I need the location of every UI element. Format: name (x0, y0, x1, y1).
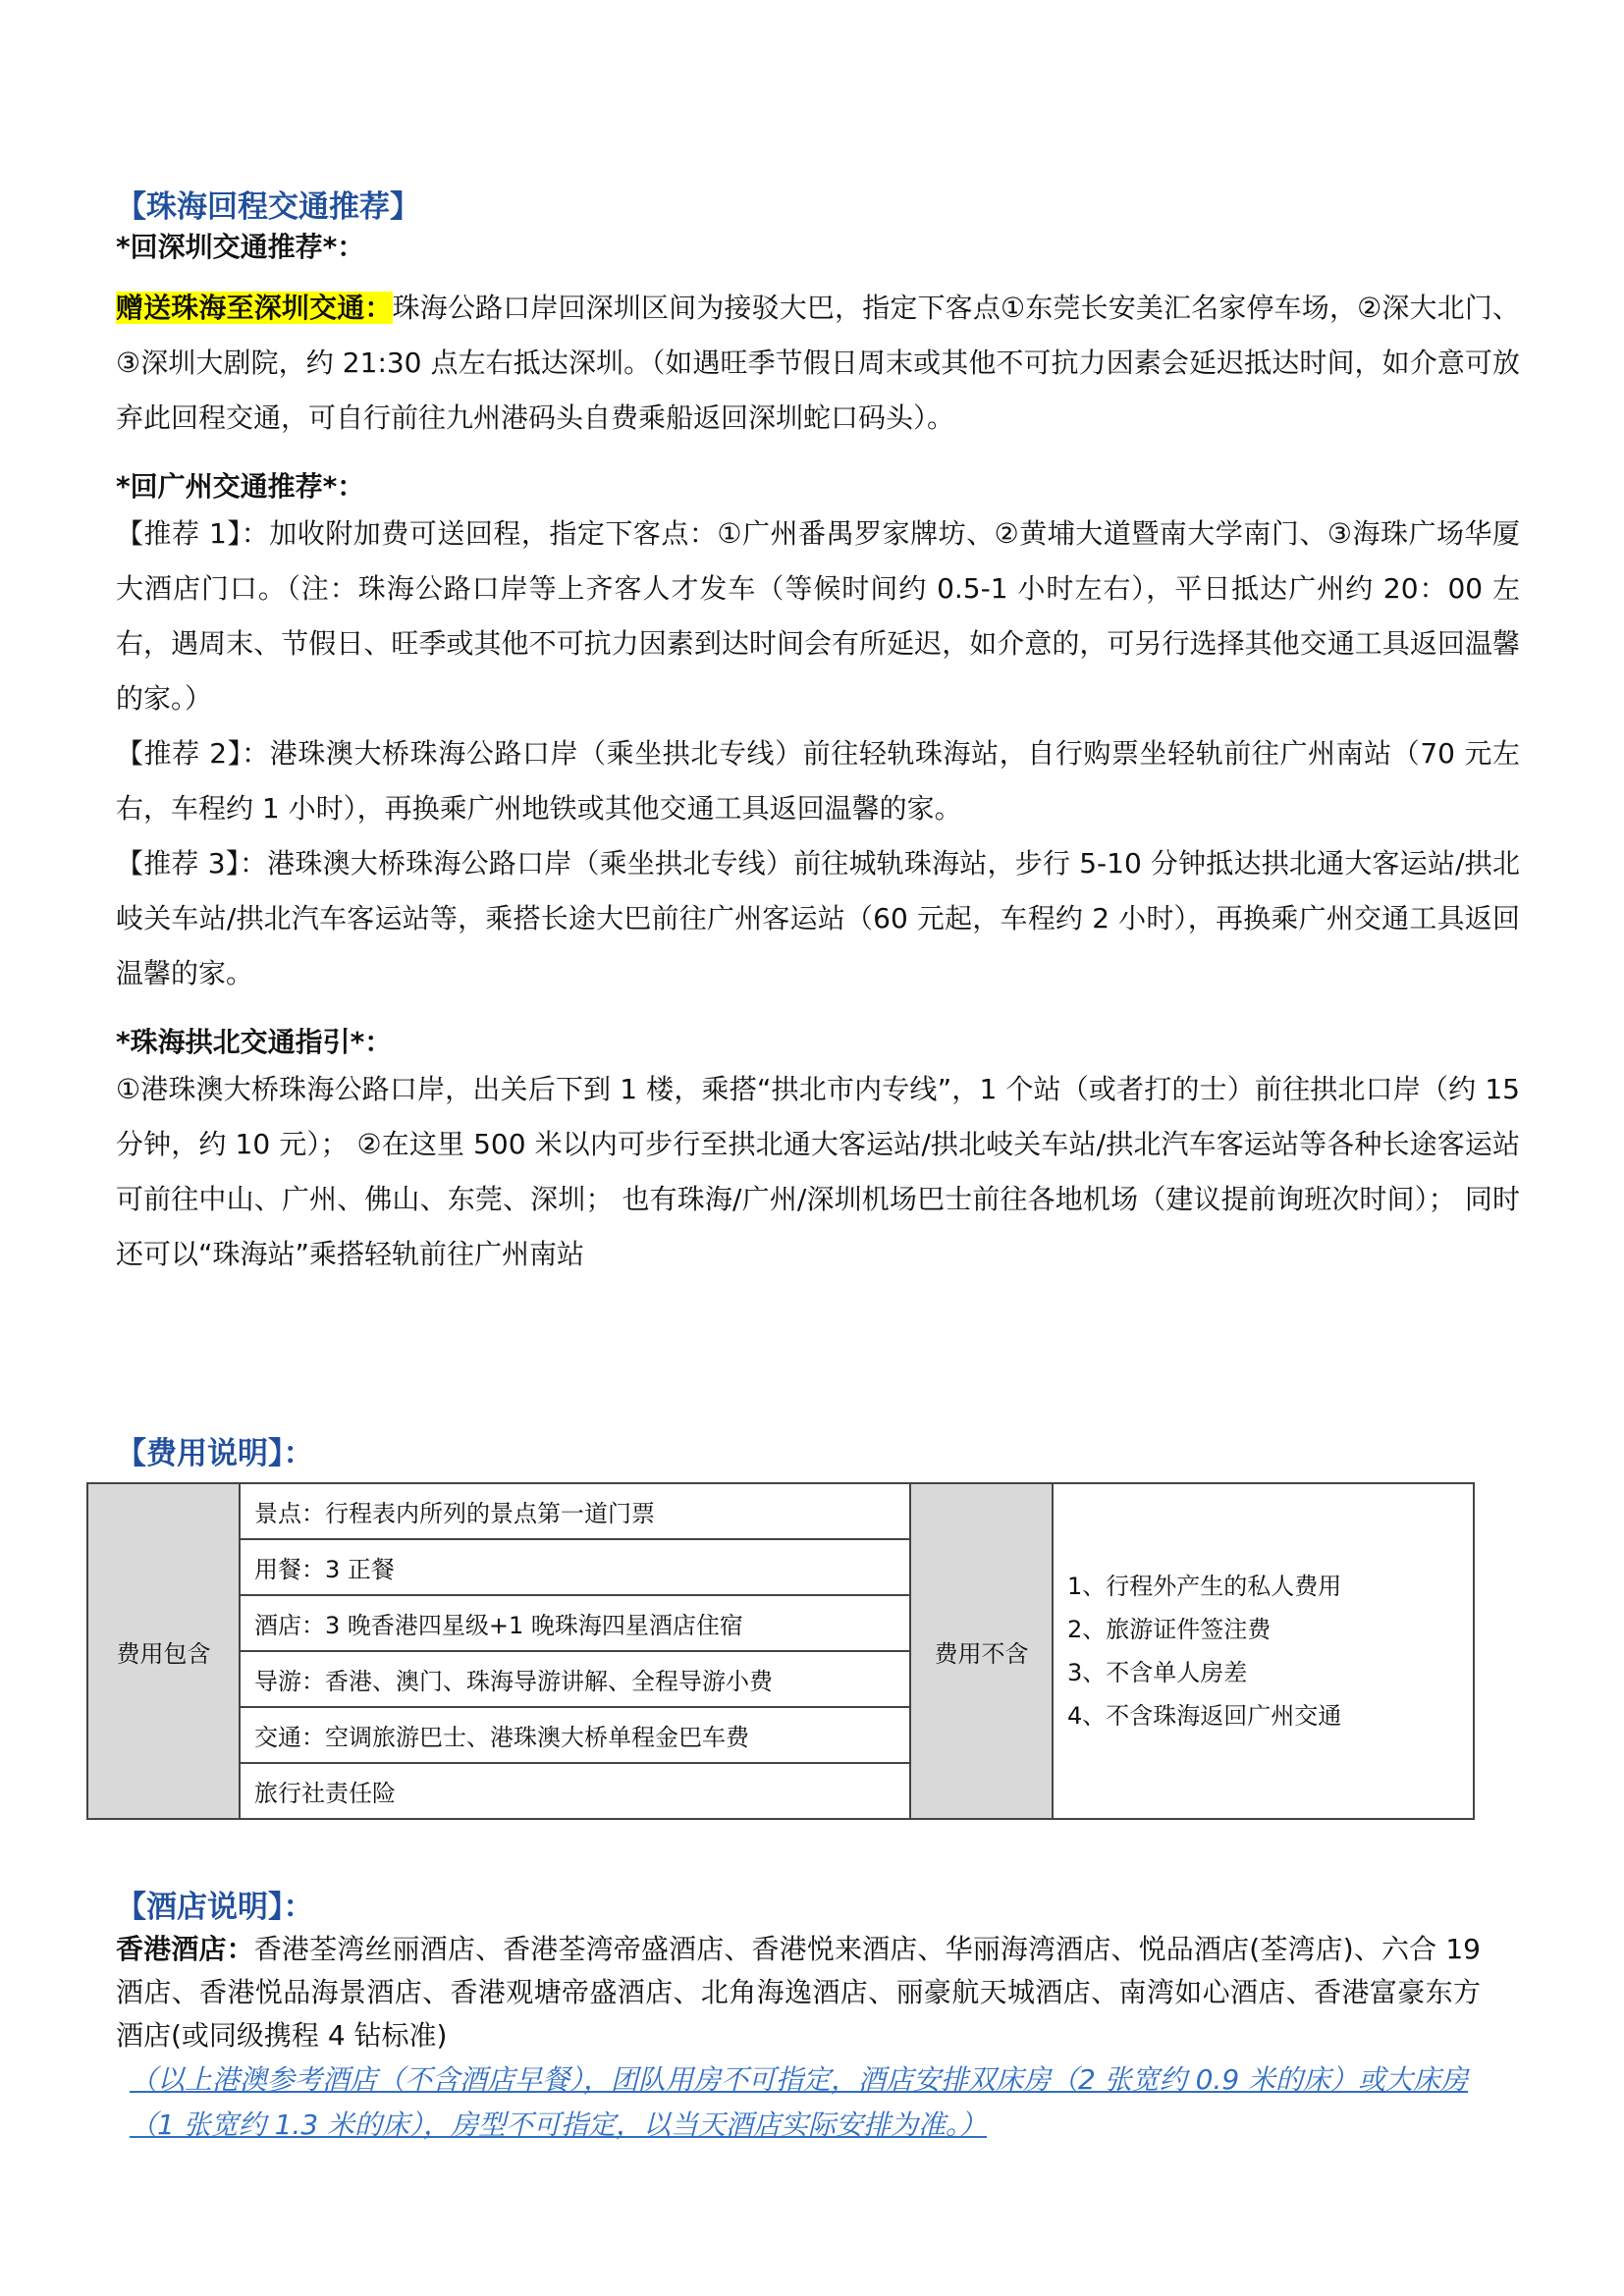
return-transport-title: 【珠海回程交通推荐】 (116, 189, 420, 225)
hotel-title: 【酒店说明】： (116, 1890, 314, 1925)
gongbei-paragraph: ①港珠澳大桥珠海公路口岸，出关后下到 1 楼，乘搭“拱北市内专线”，1 个站（或者打的士）前往拱北口岸（约 15 分钟，约 10 元）； ②在这里 500 米以内可步行至拱北通大客运站/拱北岐关车站/拱北汽车客运站等各种长途客运站可前往中山、广州、佛山、东莞、深圳； 也有珠海/广州/深圳机场巴士前往各地机场（建议提前询班次时间）； 同时还可以“珠海站”乘搭轻轨前往广州南站 (116, 1073, 1520, 1270)
shenzhen-paragraph (116, 281, 1520, 446)
fees-included-item: 酒店：3 晚香港四星级+1 晚珠海四星酒店住宿 (240, 1595, 910, 1651)
fees-excluded-item: 2、旅游证件签注费 (1067, 1616, 1272, 1643)
hotel-note: （以上港澳参考酒店（不含酒店早餐），团队用房不可指定，酒店安排双床房（2 张宽约 0.9 米的床）或大床房（1 张宽约 1.3 米的床），房型不可指定，以当天酒店实际安排为准。） (130, 2063, 1469, 2141)
gongbei-section-title: *珠海拱北交通指引*： (116, 1026, 393, 1058)
hotel-hk-text: 香港荃湾丝丽酒店、香港荃湾帝盛酒店、香港悦来酒店、华丽海湾酒店、悦品酒店(荃湾店)、六合 19 酒店、香港悦品海景酒店、香港观塘帝盛酒店、北角海逸酒店、丽豪航天城酒店、南湾如心酒店、香港富豪东方酒店(或同级携程 4 钻标准) (116, 1933, 1481, 2052)
guangzhou-recommend-1: 【推荐 1】：加收附加费可送回程，指定下客点：①广州番禺罗家牌坊、②黄埔大道暨南大学南门、③海珠广场华厦大酒店门口。（注：珠海公路口岸等上齐客人才发车（等候时间约 0.5-1 小时左右），平日抵达广州约 20：00 左右，遇周末、节假日、旺季或其他不可抗力因素到达时间会有所延迟，如介意的，可另行选择其他交通工具返回温馨的家。） (116, 517, 1520, 715)
fees-excluded-item: 3、不含单人房差 (1067, 1659, 1248, 1686)
guangzhou-recommend-2: 【推荐 2】：港珠澳大桥珠海公路口岸（乘坐拱北专线）前往轻轨珠海站，自行购票坐轻轨前往广州南站（70 元左右，车程约 1 小时），再换乘广州地铁或其他交通工具返回温馨的家。 (116, 737, 1520, 825)
hotel-hk-label: 香港酒店： (116, 1933, 254, 1965)
shenzhen-section-title: *回深圳交通推荐*： (116, 231, 365, 263)
fees-excluded-item: 4、不含珠海返回广州交通 (1067, 1702, 1342, 1730)
hotel-section (116, 1887, 1481, 2148)
fees-included-item: 景点：行程表内所列的景点第一道门票 (240, 1483, 910, 1539)
fees-excluded-list (1053, 1483, 1474, 1819)
fees-included-label: 费用包含 (87, 1483, 240, 1819)
fees-included-item: 用餐：3 正餐 (240, 1539, 910, 1595)
shenzhen-text: 珠海公路口岸回深圳区间为接驳大巴，指定下客点①东莞长安美汇名家停车场，②深大北门、③深圳大剧院，约 21:30 点左右抵达深圳。（如遇旺季节假日周末或其他不可抗力因素会延迟抵达时间，如介意可放弃此回程交通，可自行前往九州港码头自费乘船返回深圳蛇口码头）。 (116, 292, 1520, 434)
fees-excluded-item: 1、行程外产生的私人费用 (1067, 1573, 1342, 1600)
fees-title: 【费用说明】： (116, 1436, 314, 1471)
shenzhen-highlight-label: 赠送珠海至深圳交通： (116, 292, 393, 324)
guangzhou-recommend-3: 【推荐 3】：港珠澳大桥珠海公路口岸（乘坐拱北专线）前往城轨珠海站，步行 5-10 分钟抵达拱北通大客运站/拱北岐关车站/拱北汽车客运站等，乘搭长途大巴前往广州客运站（60 元起，车程约 2 小时），再换乘广州交通工具返回温馨的家。 (116, 847, 1520, 989)
fees-excluded-label: 费用不含 (910, 1483, 1053, 1819)
document-page (116, 187, 1520, 1282)
fees-table (86, 1482, 1475, 1820)
fees-included-item: 导游：香港、澳门、珠海导游讲解、全程导游小费 (240, 1651, 910, 1707)
fees-included-item: 交通：空调旅游巴士、港珠澳大桥单程金巴车费 (240, 1707, 910, 1763)
guangzhou-section-title: *回广州交通推荐*： (116, 470, 365, 503)
fees-included-item: 旅行社责任险 (240, 1763, 910, 1819)
hotel-hk-paragraph (116, 1928, 1481, 2057)
